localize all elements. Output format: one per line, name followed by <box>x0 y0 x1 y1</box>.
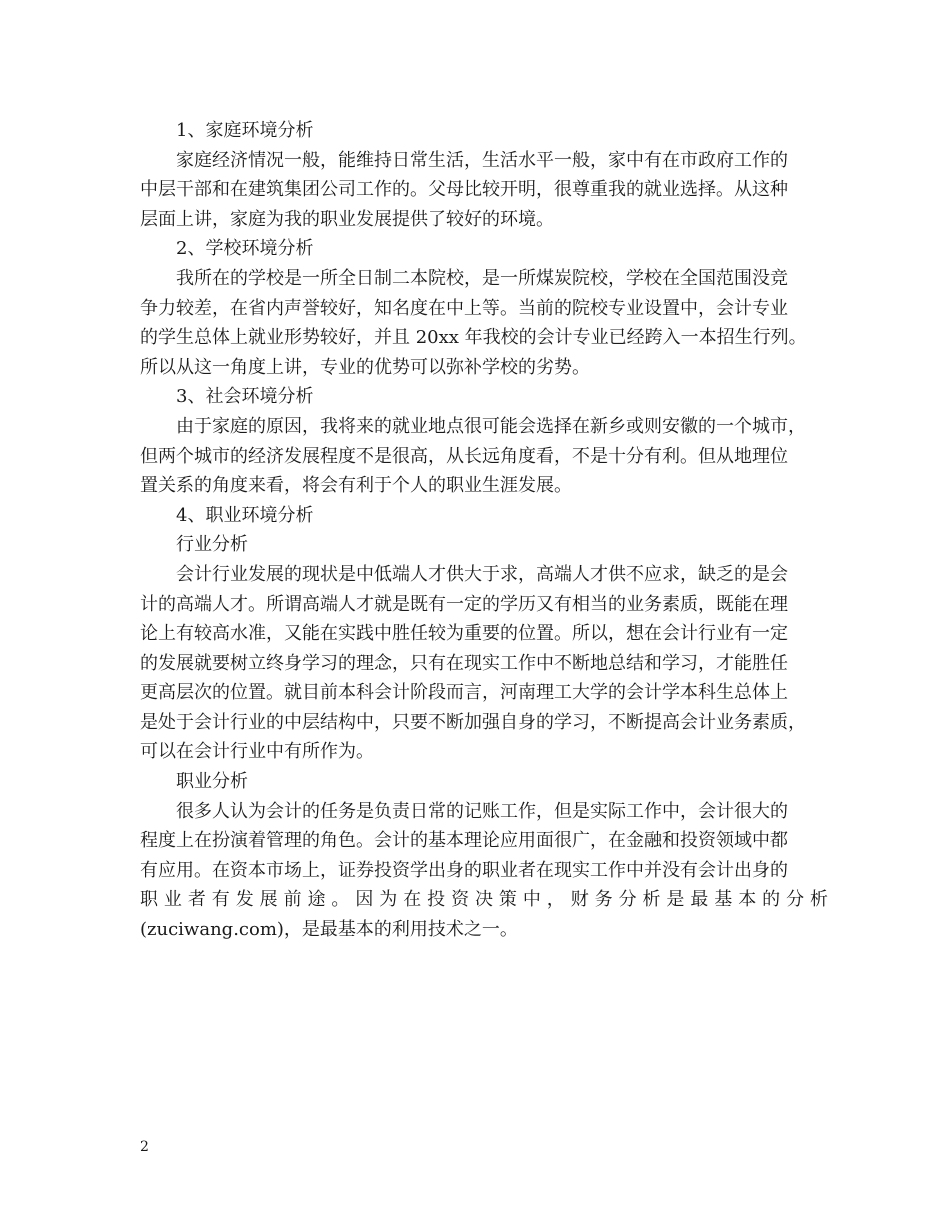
paragraph-line: (zuciwang.com)，是最基本的利用技术之一。 <box>140 919 518 941</box>
paragraph-line: 论上有较高水准，又能在实践中胜任较为重要的位置。所以，想在会计行业有一定 <box>140 623 788 645</box>
paragraph-line: 是处于会计行业的中层结构中，只要不断加强自身的学习，不断提高会计业务素质， <box>140 711 806 733</box>
paragraph-line: 所以从这一角度上讲，专业的优势可以弥补学校的劣势。 <box>140 356 590 378</box>
paragraph-line: 会计行业发展的现状是中低端人才供大于求，高端人才供不应求，缺乏的是会 <box>176 563 788 585</box>
paragraph-line: 家庭经济情况一般，能维持日常生活，生活水平一般，家中有在市政府工作的 <box>176 149 788 171</box>
paragraph-line: 我所在的学校是一所全日制二本院校，是一所煤炭院校，学校在全国范围没竞 <box>176 267 788 289</box>
paragraph-line: 置关系的角度来看，将会有利于个人的职业生涯发展。 <box>140 475 572 497</box>
page-number: 2 <box>140 1139 149 1155</box>
paragraph-line: 可以在会计行业中有所作为。 <box>140 741 374 763</box>
paragraph-line: 程度上在扮演着管理的角色。会计的基本理论应用面很广，在金融和投资领域中都 <box>140 830 788 852</box>
paragraph-line: 但两个城市的经济发展程度不是很高，从长远角度看，不是十分有利。但从地理位 <box>140 445 788 467</box>
paragraph-line: 有应用。在资本市场上，证券投资学出身的职业者在现实工作中并没有会计出身的 <box>140 859 788 881</box>
paragraph-line: 的发展就要树立终身学习的理念，只有在现实工作中不断地总结和学习，才能胜任 <box>140 652 788 674</box>
subheading-industry-analysis: 行业分析 <box>176 534 248 556</box>
document-body <box>140 116 828 945</box>
heading-career-environment: 4、职业环境分析 <box>176 504 314 526</box>
paragraph-line: 很多人认为会计的任务是负责日常的记账工作，但是实际工作中，会计很大的 <box>176 800 788 822</box>
paragraph-line: 由于家庭的原因，我将来的就业地点很可能会选择在新乡或则安徽的一个城市， <box>176 415 806 437</box>
paragraph-line: 争力较差，在省内声誉较好，知名度在中上等。当前的院校专业设置中，会计专业 <box>140 297 788 319</box>
paragraph-line: 的学生总体上就业形势较好，并且 20xx 年我校的会计专业已经跨入一本招生行列。 <box>140 327 807 349</box>
paragraph-line: 计的高端人才。所谓高端人才就是既有一定的学历又有相当的业务素质，既能在理 <box>140 593 788 615</box>
heading-social-environment: 3、社会环境分析 <box>176 386 314 408</box>
paragraph-line: 中层干部和在建筑集团公司工作的。父母比较开明，很尊重我的就业选择。从这种 <box>140 179 788 201</box>
heading-school-environment: 2、学校环境分析 <box>176 238 314 260</box>
subheading-occupation-analysis: 职业分析 <box>176 771 248 793</box>
paragraph-line: 更高层次的位置。就目前本科会计阶段而言，河南理工大学的会计学本科生总体上 <box>140 682 788 704</box>
heading-family-environment: 1、家庭环境分析 <box>176 120 314 141</box>
paragraph-line: 职业者有发展前途。因为在投资决策中，财务分析是最基本的分析 <box>140 889 828 911</box>
paragraph-line: 层面上讲，家庭为我的职业发展提供了较好的环境。 <box>140 208 554 230</box>
